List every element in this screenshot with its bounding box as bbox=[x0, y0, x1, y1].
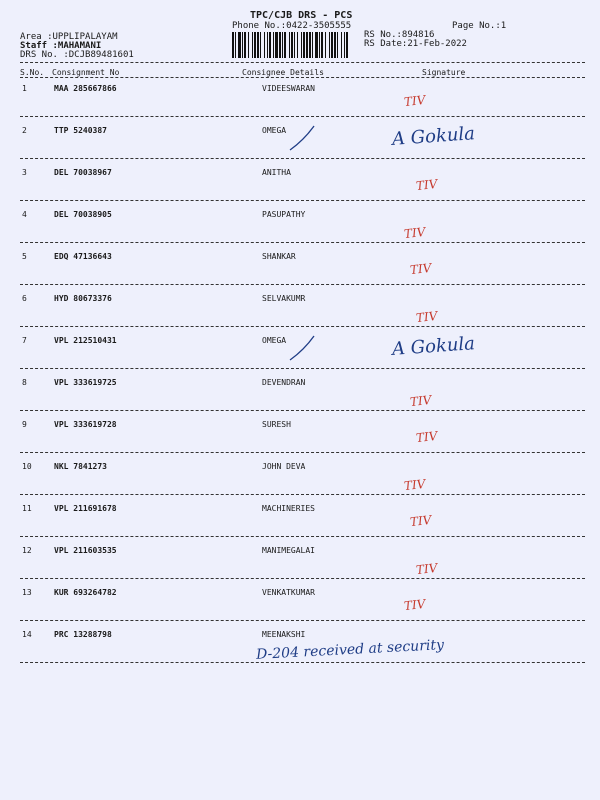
header-divider-bottom bbox=[20, 77, 585, 78]
row-consignee: SELVAKUMR bbox=[262, 294, 306, 303]
row-divider bbox=[20, 578, 585, 579]
row-signature: TIV bbox=[403, 224, 427, 242]
row-sno: 10 bbox=[22, 462, 32, 471]
staff-label: Staff :MAHAMANI bbox=[20, 41, 102, 51]
omega-pen-mark bbox=[286, 334, 326, 364]
row-consignment: KUR 693264782 bbox=[54, 588, 117, 597]
col-consignee: Consignee Details bbox=[242, 68, 324, 77]
table-row bbox=[0, 376, 600, 418]
table-row bbox=[0, 628, 600, 670]
row-consignee: PASUPATHY bbox=[262, 210, 306, 219]
area-label: Area :UPPLIPALAYAM bbox=[20, 32, 118, 42]
row-consignee: OMEGA bbox=[262, 336, 287, 345]
row-consignee: MANIMEGALAI bbox=[262, 546, 315, 555]
row-signature: TIV bbox=[403, 92, 427, 110]
table-row bbox=[0, 586, 600, 628]
table-row bbox=[0, 460, 600, 502]
row-sno: 6 bbox=[22, 294, 27, 303]
row-sno: 5 bbox=[22, 252, 27, 261]
row-sno: 14 bbox=[22, 630, 32, 639]
row-divider bbox=[20, 452, 585, 453]
row-consignment: HYD 80673376 bbox=[54, 294, 112, 303]
row-consignment: DEL 70038967 bbox=[54, 168, 112, 177]
barcode bbox=[232, 32, 352, 58]
row-signature: TIV bbox=[415, 176, 439, 194]
row-divider bbox=[20, 368, 585, 369]
row-signature: TIV bbox=[403, 476, 427, 494]
row-consignee: JOHN DEVA bbox=[262, 462, 306, 471]
row-signature: TIV bbox=[409, 392, 433, 410]
row-signature: A Gokula bbox=[391, 333, 476, 360]
row-divider bbox=[20, 326, 585, 327]
table-row bbox=[0, 250, 600, 292]
col-signature: Signature bbox=[422, 68, 466, 77]
header-divider bbox=[20, 62, 585, 63]
document-title: TPC/CJB DRS - PCS bbox=[250, 10, 353, 21]
row-divider bbox=[20, 158, 585, 159]
table-row bbox=[0, 544, 600, 586]
row-divider bbox=[20, 494, 585, 495]
row-consignee: VIDEESWARAN bbox=[262, 84, 315, 93]
table-row bbox=[0, 292, 600, 334]
row-consignment: PRC 13288798 bbox=[54, 630, 112, 639]
row-signature: D-204 received at security bbox=[255, 637, 445, 663]
drs-number: DRS No. :DCJB89481601 bbox=[20, 50, 134, 60]
row-consignee: SURESH bbox=[262, 420, 291, 429]
row-sno: 7 bbox=[22, 336, 27, 345]
row-signature: TIV bbox=[409, 260, 433, 278]
table-row bbox=[0, 418, 600, 460]
row-divider bbox=[20, 116, 585, 117]
row-sno: 4 bbox=[22, 210, 27, 219]
row-consignee: ANITHA bbox=[262, 168, 291, 177]
row-sno: 8 bbox=[22, 378, 27, 387]
table-row bbox=[0, 334, 600, 376]
row-consignee: OMEGA bbox=[262, 126, 287, 135]
row-consignment: NKL 7841273 bbox=[54, 462, 107, 471]
row-consignee: MEENAKSHI bbox=[262, 630, 306, 639]
row-consignment: VPL 333619725 bbox=[54, 378, 117, 387]
rs-date: RS Date:21-Feb-2022 bbox=[364, 39, 467, 49]
table-row bbox=[0, 166, 600, 208]
row-consignment: EDQ 47136643 bbox=[54, 252, 112, 261]
row-consignment: TTP 5240387 bbox=[54, 126, 107, 135]
row-sno: 2 bbox=[22, 126, 27, 135]
phone-number: Phone No.:0422-3505555 bbox=[232, 21, 352, 31]
row-consignee: MACHINERIES bbox=[262, 504, 315, 513]
row-signature: TIV bbox=[403, 596, 427, 614]
page-number: Page No.:1 bbox=[452, 21, 507, 31]
row-consignee: DEVENDRAN bbox=[262, 378, 306, 387]
row-divider bbox=[20, 662, 585, 663]
omega-pen-mark bbox=[286, 124, 326, 154]
row-signature: TIV bbox=[415, 308, 439, 326]
row-consignee: VENKATKUMAR bbox=[262, 588, 315, 597]
row-sno: 12 bbox=[22, 546, 32, 555]
row-divider bbox=[20, 200, 585, 201]
row-sno: 1 bbox=[22, 84, 27, 93]
row-divider bbox=[20, 242, 585, 243]
col-sno: S.No. bbox=[20, 68, 45, 77]
row-sno: 13 bbox=[22, 588, 32, 597]
row-sno: 11 bbox=[22, 504, 32, 513]
row-consignment: VPL 211603535 bbox=[54, 546, 117, 555]
row-consignment: DEL 70038905 bbox=[54, 210, 112, 219]
row-signature: TIV bbox=[415, 428, 439, 446]
rs-number: RS No.:894816 bbox=[364, 30, 435, 40]
row-divider bbox=[20, 410, 585, 411]
row-divider bbox=[20, 284, 585, 285]
table-row bbox=[0, 82, 600, 124]
row-sno: 9 bbox=[22, 420, 27, 429]
row-divider bbox=[20, 620, 585, 621]
col-consignment: Consignment No bbox=[52, 68, 120, 77]
table-row bbox=[0, 208, 600, 250]
row-consignment: VPL 212510431 bbox=[54, 336, 117, 345]
row-signature: TIV bbox=[415, 560, 439, 578]
row-consignee: SHANKAR bbox=[262, 252, 296, 261]
row-signature: A Gokula bbox=[391, 123, 476, 150]
row-consignment: VPL 333619728 bbox=[54, 420, 117, 429]
row-consignment: MAA 285667866 bbox=[54, 84, 117, 93]
row-sno: 3 bbox=[22, 168, 27, 177]
row-consignment: VPL 211691678 bbox=[54, 504, 117, 513]
row-divider bbox=[20, 536, 585, 537]
row-signature: TIV bbox=[409, 512, 433, 530]
table-row bbox=[0, 124, 600, 166]
table-row bbox=[0, 502, 600, 544]
